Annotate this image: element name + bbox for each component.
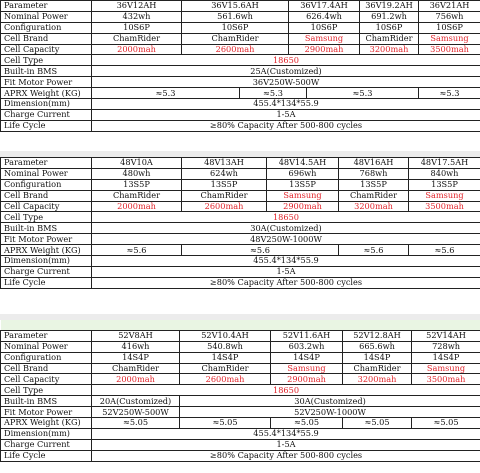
table-cell: 416wh — [92, 341, 180, 352]
table-cell: 561.6wh — [182, 11, 289, 22]
table-band — [1, 320, 480, 330]
table-cell: 14S4P — [412, 352, 480, 363]
row-label: APRX Weight (KG) — [1, 418, 92, 429]
table-cell: 13S5P — [92, 179, 182, 190]
table-cell: ChamRider — [343, 363, 412, 374]
table-row — [1, 396, 480, 407]
table-row — [1, 212, 480, 223]
table-cell: ≈5.3 — [307, 88, 419, 99]
table-cell: 2600mah — [182, 44, 289, 55]
table-row — [1, 158, 480, 169]
table-row — [1, 277, 480, 288]
row-label: Life Cycle — [1, 450, 92, 461]
table-cell: 52V10.4AH — [180, 330, 271, 341]
table-cell: 52V12.8AH — [343, 330, 412, 341]
table-cell: ≈5.05 — [271, 418, 343, 429]
row-label: Parameter — [1, 1, 92, 12]
table-cell: 48V16AH — [339, 158, 409, 169]
table-cell: ≈5.3 — [419, 88, 480, 99]
table-row — [1, 168, 480, 179]
table-cell: ChamRider — [180, 363, 271, 374]
table-cell: 665.6wh — [343, 341, 412, 352]
table-cell: 626.4wh — [289, 11, 360, 22]
table-cell: 52V11.6AH — [271, 330, 343, 341]
row-label: Built-in BMS — [1, 396, 92, 407]
table-cell: 728wh — [412, 341, 480, 352]
table-cell: 10S6P — [419, 22, 480, 33]
row-label: Charge Current — [1, 109, 92, 120]
table-cell: 3200mah — [360, 44, 419, 55]
table-cell: 20A(Customized) — [92, 396, 180, 407]
row-label: Nominal Power — [1, 168, 92, 179]
row-label: Fit Motor Power — [1, 77, 92, 88]
table-cell: 1-5A — [92, 109, 480, 120]
table-cell: 13S5P — [182, 179, 267, 190]
table-row — [1, 190, 480, 201]
table-cell: 2900mah — [289, 44, 360, 55]
table-cell: 624wh — [182, 168, 267, 179]
spec-table-48v — [0, 157, 480, 289]
table-cell: ChamRider — [92, 33, 182, 44]
row-label: Cell Capacity — [1, 44, 92, 55]
table-cell: 13S5P — [339, 179, 409, 190]
row-label: Nominal Power — [1, 341, 92, 352]
table-cell: 48V17.5AH — [409, 158, 480, 169]
table-cell: 603.2wh — [271, 341, 343, 352]
row-label: Cell Capacity — [1, 374, 92, 385]
table-row — [1, 330, 480, 341]
table-cell: 2600mah — [180, 374, 271, 385]
table-cell: 3200mah — [343, 374, 412, 385]
table-cell: ≈5.05 — [343, 418, 412, 429]
spec-table-52v — [0, 320, 480, 462]
table-cell: ≈5.6 — [339, 245, 409, 256]
table-cell: 3500mah — [419, 44, 480, 55]
row-label: Parameter — [1, 158, 92, 169]
table-cell: ≈5.6 — [92, 245, 182, 256]
table-row — [1, 450, 480, 461]
table-cell: 2600mah — [182, 201, 267, 212]
row-label: Configuration — [1, 352, 92, 363]
table-cell: 25A(Customized) — [92, 66, 480, 77]
table-row — [1, 99, 480, 110]
table-cell: Samsung — [419, 33, 480, 44]
table-cell: 52V14AH — [412, 330, 480, 341]
table-row — [1, 179, 480, 190]
table-cell: 10S6P — [92, 22, 182, 33]
table-cell: 14S4P — [180, 352, 271, 363]
row-label: Fit Motor Power — [1, 234, 92, 245]
row-label: Cell Brand — [1, 33, 92, 44]
table-cell: 48V10A — [92, 158, 182, 169]
table-row — [1, 352, 480, 363]
table-cell: 18650 — [92, 55, 480, 66]
row-label: Cell Type — [1, 385, 92, 396]
table-cell: 36V21AH — [419, 1, 480, 12]
table-cell: 36V12AH — [92, 1, 182, 12]
table-cell: 1-5A — [92, 266, 480, 277]
table-row — [1, 418, 480, 429]
table-cell: ChamRider — [92, 190, 182, 201]
table-cell: 10S6P — [289, 22, 360, 33]
row-label: Life Cycle — [1, 277, 92, 288]
table-row — [1, 266, 480, 277]
table-row — [1, 109, 480, 120]
table-cell: 455.4*134*55.9 — [92, 428, 480, 439]
table-row — [1, 11, 480, 22]
table-row — [1, 245, 480, 256]
table-cell: 13S5P — [409, 179, 480, 190]
table-cell: ChamRider — [92, 363, 180, 374]
table-row — [1, 1, 480, 12]
row-label: Built-in BMS — [1, 223, 92, 234]
row-label: Dimension(mm) — [1, 99, 92, 110]
table-cell: 480wh — [92, 168, 182, 179]
row-label: Life Cycle — [1, 120, 92, 131]
table-row — [1, 234, 480, 245]
table-cell: 36V250W-500W — [92, 77, 480, 88]
table-row — [1, 33, 480, 44]
table-row — [1, 44, 480, 55]
table-cell: 2000mah — [92, 374, 180, 385]
table-cell: 30A(Customized) — [180, 396, 480, 407]
table-cell: ≥80% Capacity After 500-800 cycles — [92, 277, 480, 288]
row-label: Cell Type — [1, 212, 92, 223]
table-cell: 540.8wh — [180, 341, 271, 352]
table-cell: 432wh — [92, 11, 182, 22]
table-row — [1, 55, 480, 66]
table-cell: 48V13AH — [182, 158, 267, 169]
table-cell: 840wh — [409, 168, 480, 179]
table-cell: Samsung — [409, 190, 480, 201]
row-label: Parameter — [1, 330, 92, 341]
table-cell: 3500mah — [409, 201, 480, 212]
table-cell: ≈5.05 — [92, 418, 180, 429]
table-row — [1, 385, 480, 396]
table-cell: 48V14.5AH — [267, 158, 339, 169]
table-row — [1, 439, 480, 450]
table-cell: 3500mah — [412, 374, 480, 385]
table-cell: 18650 — [92, 212, 480, 223]
table-cell: ≈5.6 — [409, 245, 480, 256]
table-cell: 2900mah — [271, 374, 343, 385]
table-row — [1, 22, 480, 33]
table-cell: ≥80% Capacity After 500-800 cycles — [92, 450, 480, 461]
spec-table-36v — [0, 0, 480, 132]
row-label: Fit Motor Power — [1, 407, 92, 418]
table-cell: 30A(Customized) — [92, 223, 480, 234]
row-label: Nominal Power — [1, 11, 92, 22]
table-cell: Samsung — [267, 190, 339, 201]
table-cell: ≥80% Capacity After 500-800 cycles — [92, 120, 480, 131]
table-cell: 52V8AH — [92, 330, 180, 341]
table-cell: 455.4*134*55.9 — [92, 256, 480, 267]
table-cell: 36V15.6AH — [182, 1, 289, 12]
table-cell: 36V17.4AH — [289, 1, 360, 12]
row-label: Charge Current — [1, 266, 92, 277]
table-cell: 10S6P — [360, 22, 419, 33]
table-cell: 52V250W-1000W — [180, 407, 480, 418]
table-cell: 2000mah — [92, 44, 182, 55]
table-row — [1, 428, 480, 439]
row-label: Dimension(mm) — [1, 428, 92, 439]
table-cell: 455.4*134*55.9 — [92, 99, 480, 110]
table-cell: ChamRider — [182, 190, 267, 201]
table-cell: 2900mah — [267, 201, 339, 212]
table-cell: Samsung — [271, 363, 343, 374]
table-row — [1, 256, 480, 267]
table-cell: 691.2wh — [360, 11, 419, 22]
table-row — [1, 120, 480, 131]
table-cell: 14S4P — [92, 352, 180, 363]
row-label: Configuration — [1, 22, 92, 33]
row-label: Cell Brand — [1, 190, 92, 201]
row-label: Cell Type — [1, 55, 92, 66]
table-row — [1, 77, 480, 88]
row-label: Configuration — [1, 179, 92, 190]
table-cell: ≈5.3 — [240, 88, 307, 99]
table-cell: ≈5.6 — [182, 245, 339, 256]
table-cell: 2000mah — [92, 201, 182, 212]
row-label: Charge Current — [1, 439, 92, 450]
table-row — [1, 88, 480, 99]
table-cell: 14S4P — [343, 352, 412, 363]
row-label: Dimension(mm) — [1, 256, 92, 267]
row-label: APRX Weight (KG) — [1, 245, 92, 256]
table-cell: 768wh — [339, 168, 409, 179]
table-cell: Samsung — [412, 363, 480, 374]
table-cell: 696wh — [267, 168, 339, 179]
row-label: APRX Weight (KG) — [1, 88, 92, 99]
table-row — [1, 223, 480, 234]
table-cell: 13S5P — [267, 179, 339, 190]
table-cell: ≈5.3 — [92, 88, 240, 99]
table-cell: ChamRider — [360, 33, 419, 44]
table-cell: 14S4P — [271, 352, 343, 363]
table-row — [1, 363, 480, 374]
row-label: Cell Capacity — [1, 201, 92, 212]
table-cell: 18650 — [92, 385, 480, 396]
table-cell: 52V250W-500W — [92, 407, 180, 418]
table-cell: ≈5.05 — [180, 418, 271, 429]
table-cell: 756wh — [419, 11, 480, 22]
table-row — [1, 407, 480, 418]
table-cell: Samsung — [289, 33, 360, 44]
table-row — [1, 374, 480, 385]
table-cell: 10S6P — [182, 22, 289, 33]
table-cell: 1-5A — [92, 439, 480, 450]
table-cell: 48V250W-1000W — [92, 234, 480, 245]
table-cell: 36V19.2AH — [360, 1, 419, 12]
table-cell: 3200mah — [339, 201, 409, 212]
row-label: Built-in BMS — [1, 66, 92, 77]
table-cell: ≈5.05 — [412, 418, 480, 429]
table-row — [1, 320, 480, 330]
table-row — [1, 201, 480, 212]
table-row — [1, 341, 480, 352]
table-row — [1, 66, 480, 77]
table-cell: ChamRider — [182, 33, 289, 44]
table-cell: ChamRider — [339, 190, 409, 201]
row-label: Cell Brand — [1, 363, 92, 374]
